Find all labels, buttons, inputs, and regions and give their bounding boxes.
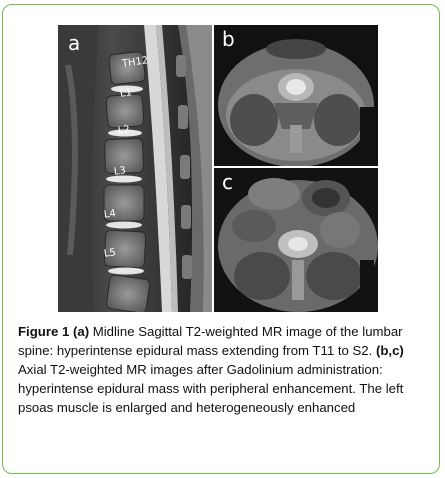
vertebra-label-l4: L4 [103, 208, 117, 221]
vertebra-label-th12: TH12 [121, 55, 149, 70]
figure-panel-c [214, 168, 378, 312]
figure-caption [18, 322, 428, 417]
panel-label-c: c [222, 170, 233, 194]
caption-part-bc-text: Axial T2-weighted MR images after Gadolinium administration: hyperintense epidural mass with peripheral enhancement. The left psoas muscle is enlarged and heterogeneously enhanced [18, 362, 404, 415]
vertebra-label-l5: L5 [103, 247, 117, 260]
figure-panel-b [214, 25, 378, 166]
vertebra-label-l2: L2 [117, 124, 131, 137]
caption-part-bc-tag: (b,c) [375, 343, 404, 358]
caption-part-a-text: Midline Sagittal T2-weighted MR image of the lumbar spine: hyperintense epidural mass extending from T11 to S2. [18, 324, 403, 358]
vertebra-label-l3: L3 [113, 165, 127, 178]
axial-mri-image-b [214, 25, 378, 166]
vertebra-label-l1: L1 [119, 87, 133, 100]
caption-figure-id: Figure 1 [18, 324, 70, 339]
panel-label-b: b [222, 27, 235, 51]
panel-label-a: a [68, 31, 81, 55]
figure-panel-a [58, 25, 212, 312]
axial-mri-image-c [214, 168, 378, 312]
caption-part-a-tag: (a) [72, 324, 90, 339]
